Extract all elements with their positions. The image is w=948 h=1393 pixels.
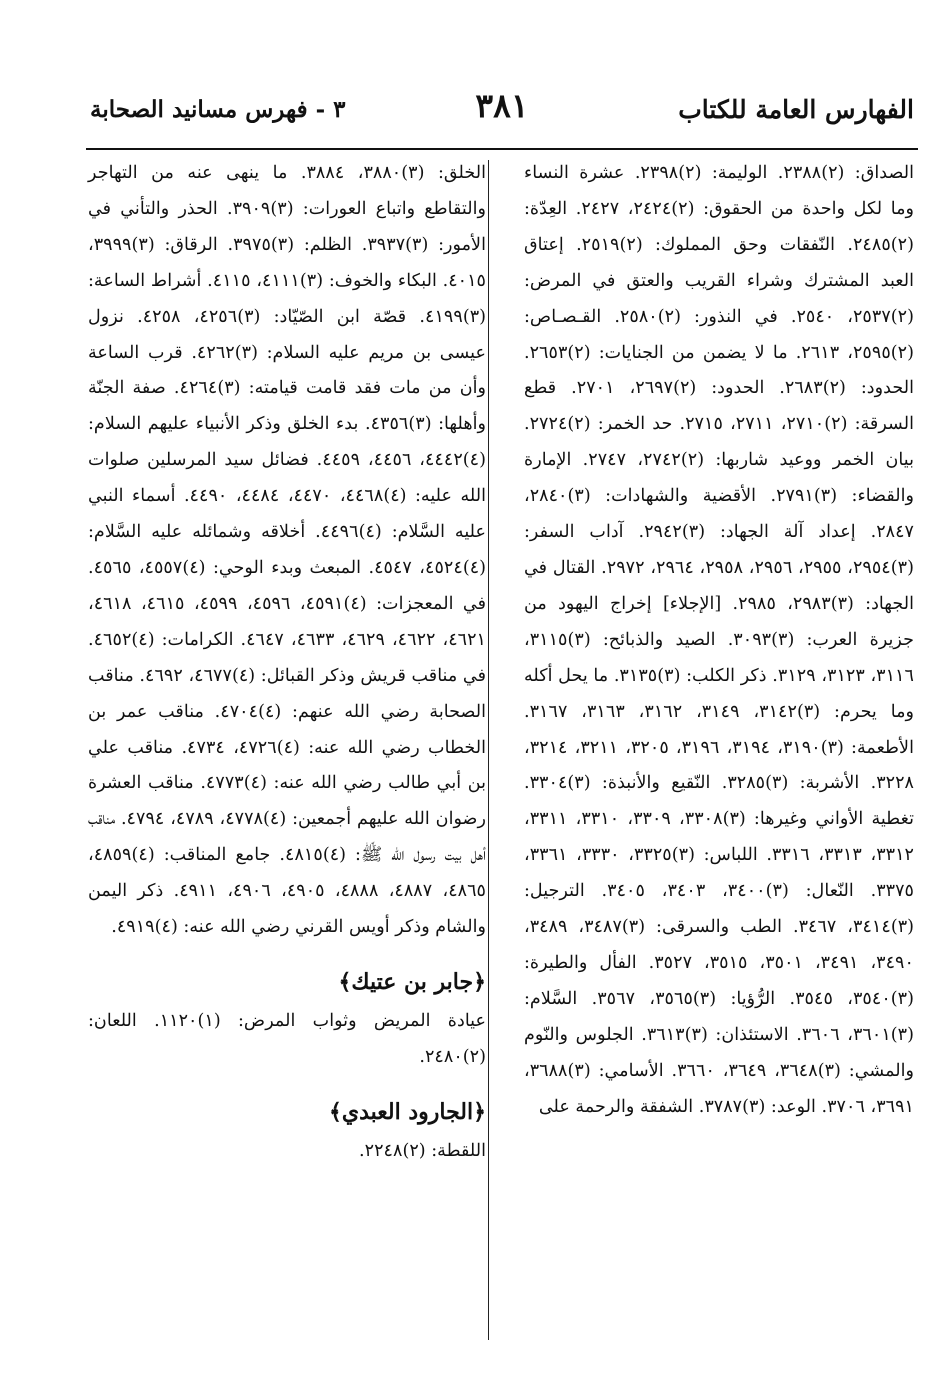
running-title-left: ٣ - فهرس مسانيد الصحابة — [90, 95, 346, 123]
index-entries: الخلق: (٣)٣٨٨٠، ٣٨٨٤. ما ينهى عنه من التهاجر والتقاطع واتباع العورات: (٣)٣٩٠٩. الحذر والتأني في الأمور: (٣)٣٩٣٧. الظلم: (٣)٣٩٧٥. الرقاق: (٣)٣٩٩٩، ٤٠١٥. البكاء والخوف: (٣)٤١١١، ٤١١٥. أشراط الساعة: (٣)٤١٩٩. قصّة ابن الصّيّاد: (٣)٤٢٥٦، ٤٢٥٨. نزول عيسى بن مريم عليه السلام: (٣)٤٢٦٢. قرب الساعة وأن من مات فقد قامت قيامته: (٣)٤٢٦٤. صفة الجنّة وأهلها: (٣)٤٣٥٦. بدء الخلق وذكر الأنبياء عليهم السلام: (٤)٤٤٤٢، ٤٤٥٦، ٤٤٥٩. فضائل سيد المرسلين صلوات الله عليه: (٤)٤٤٦٨، ٤٤٧٠، ٤٤٨٤، ٤٤٩٠. أسماء النبي عليه السَّلام: (٤)٤٤٩٦. أخلاقه وشمائله عليه السَّلام: (٤)٤٥٢٤، ٤٥٤٧. المبعث وبدء الوحي: (٤)٤٥٥٧، ٤٥٦٥. في المعجزات: (٤)٤٥٩١، ٤٥٩٦، ٤٥٩٩، ٤٦١٥، ٤٦١٨، ٤٦٢١، ٤٦٢٢، ٤٦٢٩، ٤٦٣٣، ٤٦٤٧. الكرامات: (٤)٤٦٥٢. في مناقب قريش وذكر القبائل: (٤)٤٦٧٧، ٤٦٩٢. مناقب الصحابة رضي الله عنهم: (٤)٤٧٠٤. مناقب عمر بن الخطاب رضي الله عنه: (٤)٤٧٢٦، ٤٧٣٤. مناقب علي بن أبي طالب رضي الله عنه: (٤)٤٧٧٣. مناقب العشرة رضوان الله عليهم أجمعين: (٤)٤٧٧٨، ٤٧٨٩، ٤٧٩٤. مناقب أهل بيت رسول الله ﷺ: (٤)٤٨١٥. جامع المناقب: (٤)٤٨٥٩، ٤٨٦٥، ٤٨٨٧، ٤٨٨٨، ٤٩٠٥، ٤٩٠٦، ٤٩١١. ذكر اليمن والشام وذكر أويس القرني رضي الله عنه: (٤)٤٩١٩. — [88, 163, 487, 938]
page-header — [90, 84, 914, 134]
index-entries: الصداق: (٢)٢٣٨٨. الوليمة: (٢)٢٣٩٨. عشرة النساء وما لكل واحدة من الحقوق: (٢)٢٤٢٤، ٢٤٢٧. العِدّة: (٢)٢٤٨٥. النّفقات وحق المملوك: (٢)٢٥١٩. إعتاق العبد المشترك وشراء القريب والعتق في المرض: (٢)٢٥٣٧، ٢٥٤٠. في النذور: (٢)٢٥٨٠. القـصـاص: (٢)٢٥٩٥، ٢٦١٣. ما لا يضمن من الجنايات: (٢)٢٦٥٣. الحدود: (٢)٢٦٨٣. الحدود: (٢)٢٦٩٧، ٢٧٠١. قطع السرقة: (٢)٢٧١٠، ٢٧١١، ٢٧١٥. حد الخمر: (٢)٢٧٢٤. بيان الخمر ووعيد شاربها: (٢)٢٧٤٢، ٢٧٤٧. الإمارة والقضاء: (٣)٢٧٩١. الأقضية والشهادات: (٣)٢٨٤٠، ٢٨٤٧. إعداد آلة الجهاد: (٣)٢٩٤٢. آداب السفر: (٣)٢٩٥٤، ٢٩٥٥، ٢٩٥٦، ٢٩٥٨، ٢٩٦٤، ٢٩٧٢. القتال في الجهاد: (٣)٢٩٨٣، ٢٩٨٥. [الإجلاء] إخراج اليهود من جزيرة العرب: (٣)٣٠٩٣. الصيد والذبائح: (٣)٣١١٥، ٣١١٦، ٣١٢٣، ٣١٢٩. ذكر الكلب: (٣)٣١٣٥. ما يحل أكله وما يحرم: (٣)٣١٤٢، ٣١٤٩، ٣١٦٢، ٣١٦٣، ٣١٦٧. الأطعمة: (٣)٣١٩٠، ٣١٩٤، ٣١٩٦، ٣٢٠٥، ٣٢١١، ٣٢١٤، ٣٢٢٨. الأشربة: (٣)٣٢٨٥. النّقيع والأنبذة: (٣)٣٣٠٤. تغطية الأواني وغيرها: (٣)٣٣٠٨، ٣٣٠٩، ٣٣١٠، ٣٣١١، ٣٣١٢، ٣٣١٣، ٣٣١٦. اللباس: (٣)٣٣٢٥، ٣٣٣٠، ٣٣٦١، ٣٣٧٥. النّعال: (٣)٣٤٠٠، ٣٤٠٣، ٣٤٠٥. الترجيل: (٣)٣٤١٤، ٣٤٦٧. الطب والسرقى: (٣)٣٤٨٧، ٣٤٨٩، ٣٤٩٠، ٣٤٩١، ٣٥٠١، ٣٥١٥، ٣٥٢٧. الفأل والطيرة: (٣)٣٥٤٠، ٣٥٤٥. الرُّؤيا: (٣)٣٥٦٥، ٣٥٦٧. السَّلام: (٣)٣٦٠١، ٣٦٠٦. الاستئذان: (٣)٣٦١٣. الجلوس والنّوم والمشي: (٣)٣٦٤٨، ٣٦٤٩، ٣٦٦٠. الأسامي: (٣)٣٦٨٨، ٣٦٩١، ٣٧٠٦. الوعد: (٣)٣٧٨٧. الشفقة والرحمة على — [524, 163, 915, 1117]
right-column — [524, 156, 914, 1125]
header-rule — [86, 148, 918, 150]
left-column — [88, 156, 486, 1170]
running-title-right: الفهارس العامة للكتاب — [678, 94, 914, 124]
section-entries-jarud: اللقطة: (٢)٢٢٤٨. — [359, 1140, 486, 1161]
column-divider — [488, 160, 489, 1340]
section-heading-jarud: ﴿الجارود العبدي﴾ — [328, 1098, 486, 1125]
page-number: ٣٨١ — [475, 86, 529, 125]
section-heading-jabir: ﴿جابر بن عتيك﴾ — [338, 968, 486, 995]
section-entries-jabir: عيادة المريض وثواب المرض: (١)١١٢٠. اللعان: (٢)٢٤٨٠. — [88, 1010, 486, 1067]
